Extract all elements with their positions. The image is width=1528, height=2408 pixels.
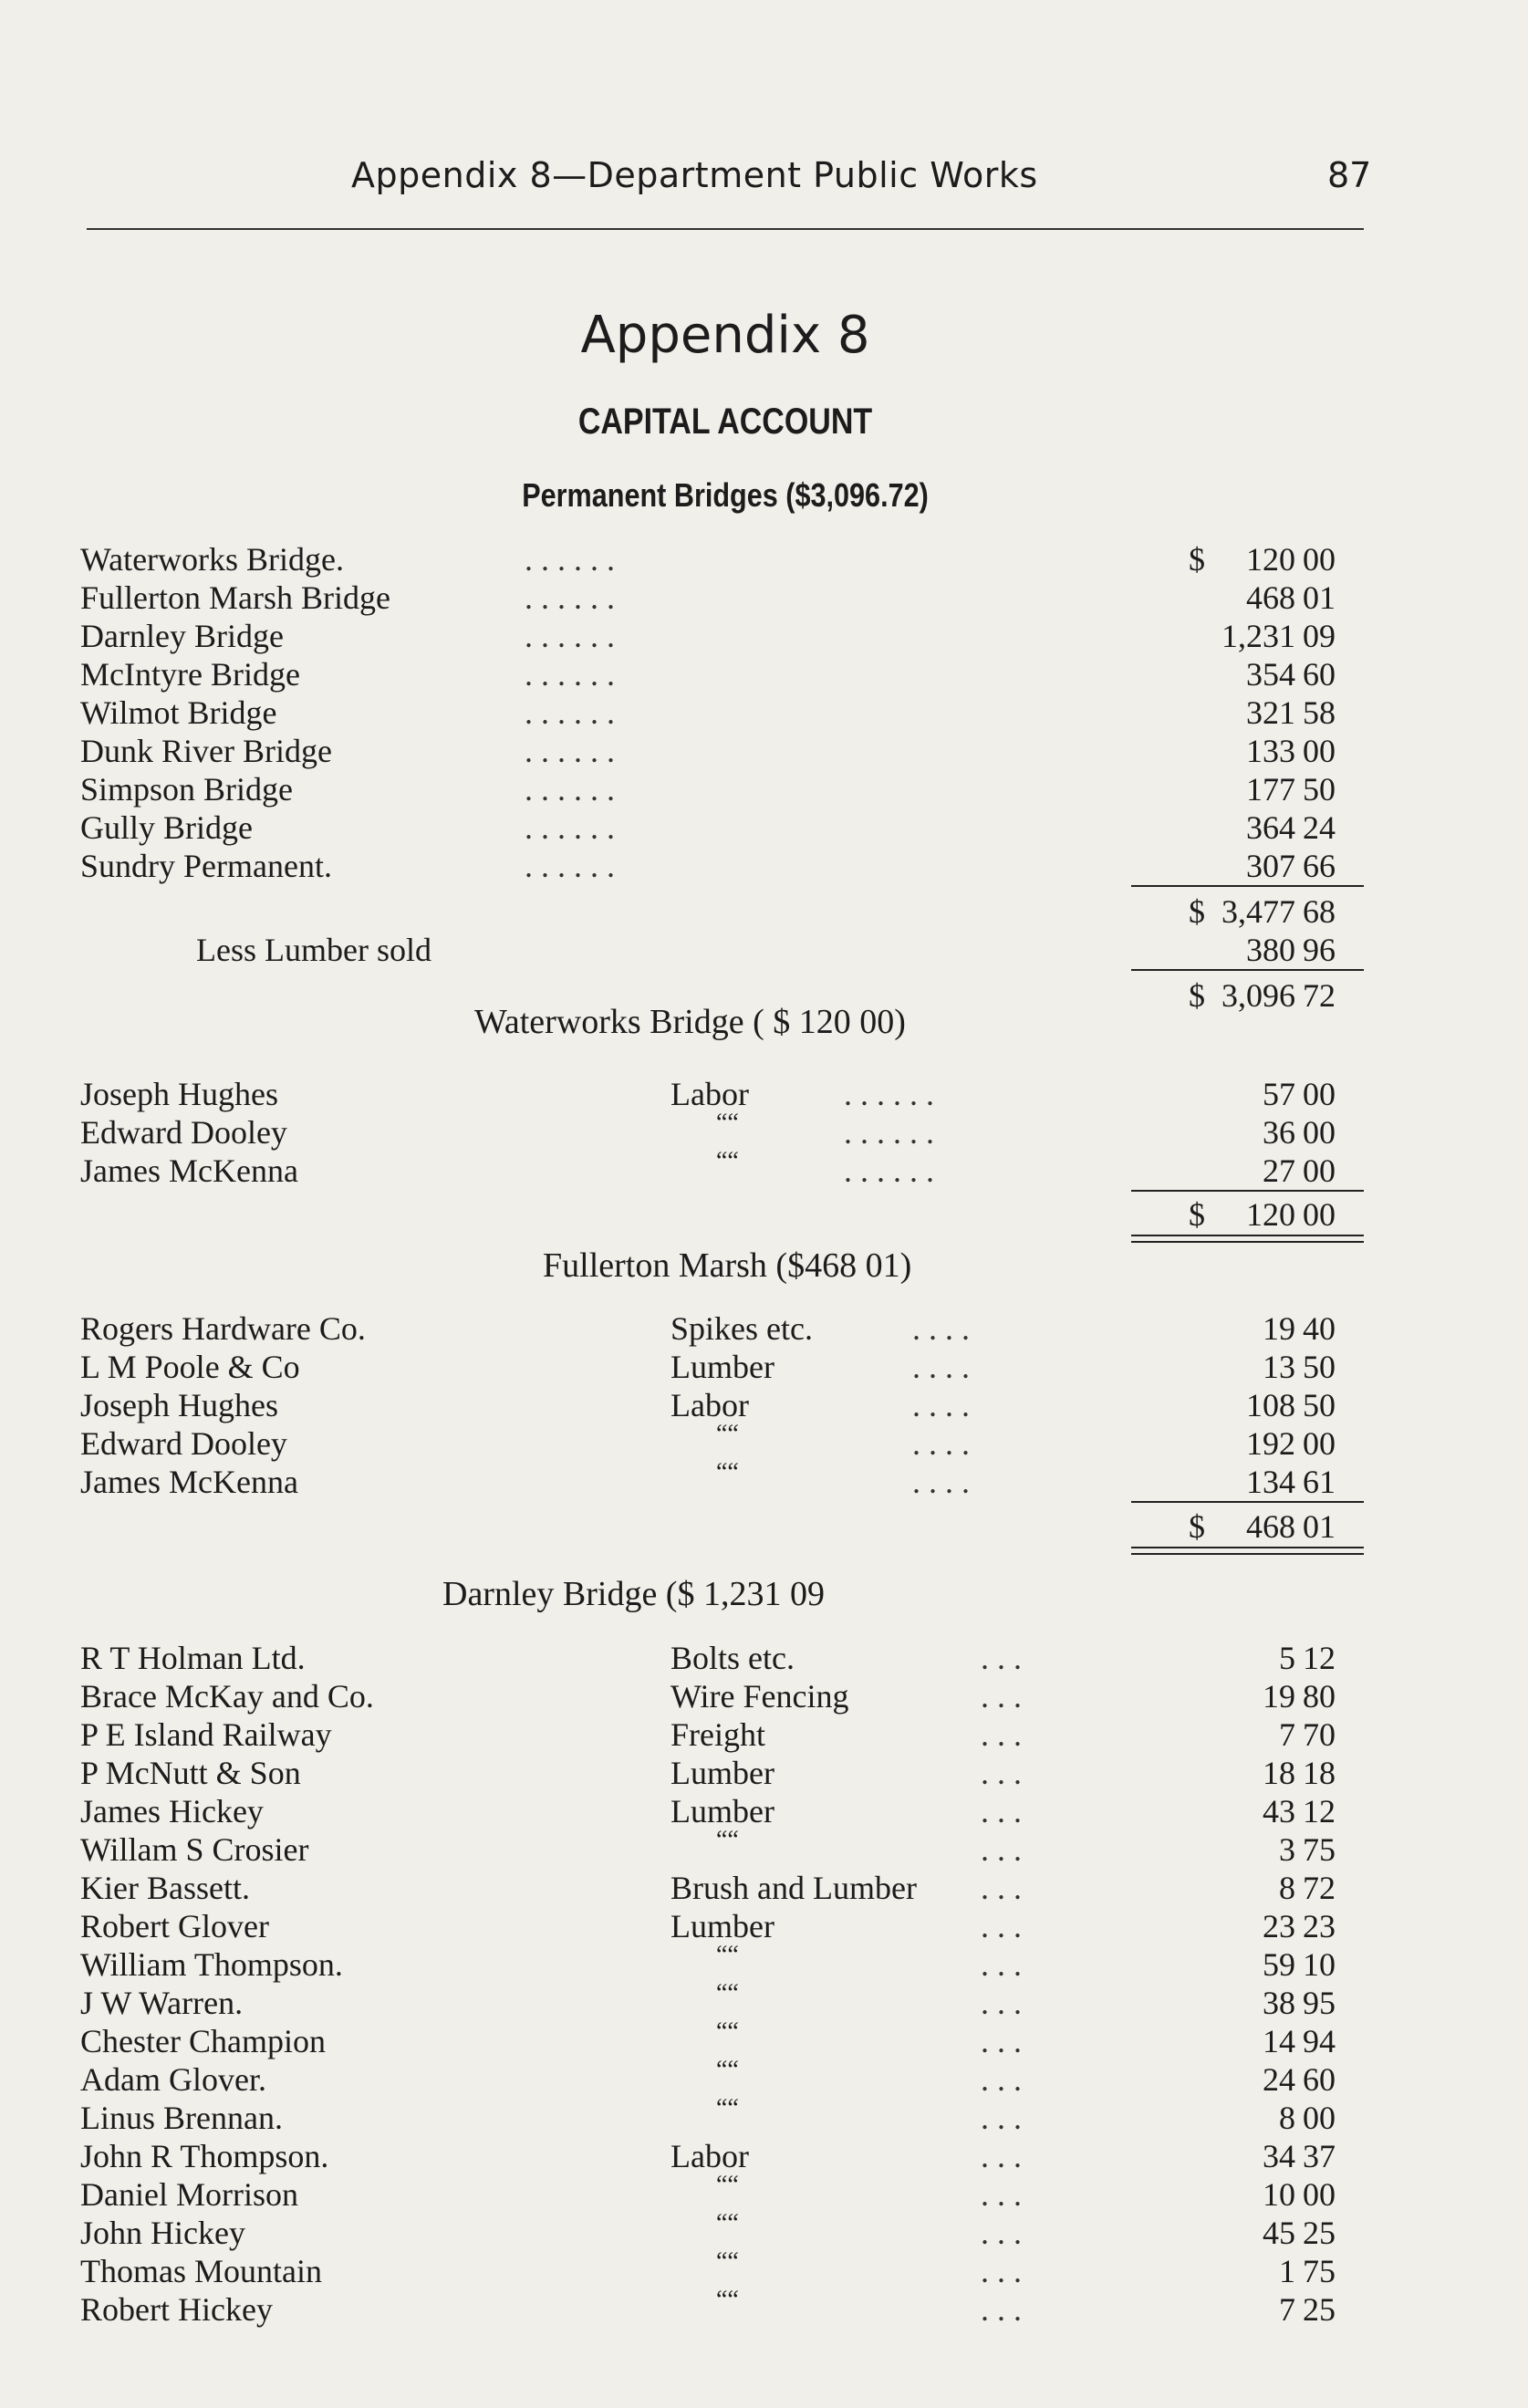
amount-cents: 68 [1303,893,1336,930]
amount-cents: 01 [1303,579,1336,616]
row-name: James Hickey [80,1793,264,1829]
amount [1186,2214,1368,2252]
amount-cents: 12 [1303,1640,1336,1676]
amount-cents: 00 [1303,733,1336,769]
darnley-heading: Darnley Bridge ($ 1,231 09 [442,1575,825,1613]
ditto-mark: ““ [716,1979,739,2007]
amount-cents: 80 [1303,1678,1336,1715]
amount [1186,540,1368,579]
leader-dots: . . . [981,1678,1022,1715]
table-row [0,1639,1528,1677]
row-name: Joseph Hughes [80,1387,278,1423]
waterworks-heading: Waterworks Bridge ( $ 120 00) [474,1003,906,1041]
subtotal-rule [1131,1501,1364,1503]
leader-dots: . . . [981,1831,1022,1868]
amount-dollars: 1 [1279,2253,1295,2289]
amount-dollars: 18 [1263,1755,1295,1791]
amount [1186,2290,1368,2329]
row-name: Gully Bridge [80,809,253,846]
amount-cents: 23 [1303,1908,1336,1944]
amount [1186,617,1368,655]
row-name: Wilmot Bridge [80,694,277,731]
row-description: Lumber [670,1755,774,1791]
leader-dots: . . . . [912,1464,970,1500]
amount [1186,976,1368,1015]
table-row [0,1754,1528,1792]
amount [1186,1309,1368,1348]
leader-dots: . . . [981,1755,1022,1791]
amount [1186,808,1368,847]
row-name: Less Lumber sold [196,932,431,968]
amount-cents: 50 [1303,1387,1336,1423]
ditto-mark: ““ [716,1147,739,1175]
subsection-title: Permanent Bridges ($3,096.72) [522,476,929,514]
ditto-mark: ““ [716,2094,739,2122]
amount-dollars: 34 [1263,2138,1295,2174]
table-row [0,2017,1528,2060]
row-name: James McKenna [80,1152,298,1189]
leader-dots: . . . [981,2061,1022,2098]
row-name: Joseph Hughes [80,1076,278,1112]
row-name: James McKenna [80,1464,298,1500]
amount-dollars: 27 [1263,1152,1295,1189]
summary-row [0,770,1528,808]
amount [1186,1830,1368,1869]
amount [1186,2252,1368,2290]
leader-dots: . . . . . . [525,733,615,769]
row-name: Simpson Bridge [80,771,294,808]
ditto-mark: ““ [716,1420,739,1448]
amount-dollars: 7 [1279,2291,1295,2328]
row-description: Brush and Lumber [670,1870,917,1906]
row-name: Edward Dooley [80,1114,287,1151]
amount-dollars: 380 [1246,932,1295,968]
amount [1186,1715,1368,1754]
row-name: Sundry Permanent. [80,848,332,884]
ditto-mark: ““ [716,2171,739,2199]
amount [1186,1195,1368,1234]
leader-dots: . . . [981,2215,1022,2251]
ditto-mark: ““ [716,2286,739,2314]
row-name: Darnley Bridge [80,618,284,654]
leader-dots: . . . . . . [525,618,615,654]
table-row [0,1420,1528,1463]
amount [1186,693,1368,732]
leader-dots: . . . . . . [525,541,615,578]
table-row [0,1907,1528,1945]
table-row [0,1309,1528,1348]
row-description: Labor [670,1387,749,1423]
leader-dots: . . . [981,1908,1022,1944]
table-row [0,1941,1528,1984]
amount-cents: 00 [1303,1114,1336,1151]
row-name: William Thompson. [80,1946,343,1983]
ditto-mark: ““ [716,2209,739,2237]
leader-dots: . . . . . . [844,1114,934,1151]
table-row [0,1147,1528,1190]
amount [1186,2022,1368,2060]
row-name: Edward Dooley [80,1425,287,1462]
leader-dots: . . . . . . [525,694,615,731]
table-row [0,1075,1528,1113]
currency-sign: $ [1189,893,1205,930]
leader-dots: . . . [981,1793,1022,1829]
row-name: Waterworks Bridge. [80,541,345,578]
leader-dots: . . . . [912,1310,970,1347]
amount [1186,1677,1368,1715]
amount-dollars: 3,096 [1221,977,1295,1014]
amount [1186,655,1368,693]
amount-cents: 58 [1303,694,1336,731]
total-double-rule [1131,1235,1364,1243]
table-row [0,1826,1528,1869]
amount [1186,2137,1368,2175]
amount-dollars: 177 [1246,771,1295,808]
amount-cents: 72 [1303,1870,1336,1906]
row-name: Kier Bassett. [80,1870,250,1906]
summary-row [0,808,1528,847]
table-row [0,1979,1528,2022]
amount-dollars: 7 [1279,1716,1295,1753]
amount-cents: 75 [1303,2253,1336,2289]
amount [1186,1075,1368,1113]
ditto-mark: ““ [716,1458,739,1486]
summary-row [0,847,1528,885]
table-row [0,2056,1528,2099]
row-name: L M Poole & Co [80,1349,300,1385]
amount-cents: 10 [1303,1946,1336,1983]
row-description: Labor [670,2138,749,2174]
amount-dollars: 8 [1279,1870,1295,1906]
amount-cents: 50 [1303,1349,1336,1385]
leader-dots: . . . . . . [844,1076,934,1112]
amount [1186,1792,1368,1830]
amount [1186,1945,1368,1984]
amount-dollars: 307 [1246,848,1295,884]
table-row [0,1458,1528,1501]
leader-dots: . . . [981,2100,1022,2136]
ditto-mark: ““ [716,1941,739,1969]
amount-cents: 50 [1303,771,1336,808]
table-row [0,2247,1528,2290]
ditto-mark: ““ [716,2056,739,2084]
amount-dollars: 5 [1279,1640,1295,1676]
table-row [0,2286,1528,2329]
amount-cents: 00 [1303,1425,1336,1462]
amount-cents: 61 [1303,1464,1336,1500]
amount-dollars: 468 [1246,579,1295,616]
row-name: Thomas Mountain [80,2253,322,2289]
table-row [0,1715,1528,1754]
table-row [0,1792,1528,1830]
row-name: John R Thompson. [80,2138,329,2174]
row-name: Daniel Morrison [80,2176,298,2213]
section-title: CAPITAL ACCOUNT [577,401,873,442]
leader-dots: . . . [981,2291,1022,2328]
row-name: Robert Glover [80,1908,269,1944]
page-number: 87 [1327,155,1372,195]
amount [1186,892,1368,931]
amount-dollars: 3,477 [1221,893,1295,930]
amount-cents: 00 [1303,1076,1336,1112]
amount-cents: 96 [1303,932,1336,968]
amount [1186,1984,1368,2022]
row-name: Linus Brennan. [80,2100,283,2136]
amount-cents: 00 [1303,541,1336,578]
page-title: Appendix 8 [580,306,870,365]
leader-dots: . . . . [912,1387,970,1423]
amount-cents: 37 [1303,2138,1336,2174]
amount [1186,1113,1368,1152]
row-name: Adam Glover. [80,2061,266,2098]
amount [1186,931,1368,969]
ditto-mark: ““ [716,1109,739,1137]
row-name: Dunk River Bridge [80,733,332,769]
summary-row [0,655,1528,693]
amount-dollars: 19 [1263,1310,1295,1347]
amount-cents: 95 [1303,1985,1336,2021]
amount-dollars: 38 [1263,1985,1295,2021]
leader-dots: . . . [981,2023,1022,2059]
amount-dollars: 468 [1246,1508,1295,1545]
summary-row [0,617,1528,655]
amount-cents: 00 [1303,1196,1336,1233]
leader-dots: . . . [981,1870,1022,1906]
leader-dots: . . . [981,2138,1022,2174]
amount [1186,2175,1368,2214]
amount-cents: 09 [1303,618,1336,654]
amount-cents: 24 [1303,809,1336,846]
amount-dollars: 23 [1263,1908,1295,1944]
row-name: McIntyre Bridge [80,656,300,693]
amount [1186,1639,1368,1677]
amount-dollars: 19 [1263,1678,1295,1715]
row-description: Bolts etc. [670,1640,795,1676]
amount-cents: 70 [1303,1716,1336,1753]
amount-cents: 66 [1303,848,1336,884]
amount [1186,1348,1368,1386]
amount-cents: 00 [1303,2176,1336,2213]
amount-dollars: 43 [1263,1793,1295,1829]
row-description: Spikes etc. [670,1310,813,1347]
amount-dollars: 108 [1246,1387,1295,1423]
subtotal-rule [1131,1190,1364,1192]
row-name: J W Warren. [80,1985,244,2021]
amount [1186,1152,1368,1190]
amount-dollars: 8 [1279,2100,1295,2136]
amount-cents: 18 [1303,1755,1336,1791]
leader-dots: . . . . . . [525,809,615,846]
row-name: Robert Hickey [80,2291,273,2328]
leader-dots: . . . . . . [525,579,615,616]
subtotal-rule [1131,885,1364,887]
amount-dollars: 3 [1279,1831,1295,1868]
row-description: Labor [670,1076,749,1112]
table-row [0,2094,1528,2137]
summary-total-row [0,892,1528,931]
amount-dollars: 1,231 [1221,618,1295,654]
less-lumber-row [0,931,1528,969]
amount [1186,579,1368,617]
ditto-mark: ““ [716,1826,739,1854]
leader-dots: . . . [981,1946,1022,1983]
table-row [0,2171,1528,2214]
row-name: Rogers Hardware Co. [80,1310,366,1347]
currency-sign: $ [1189,1508,1205,1545]
amount-dollars: 120 [1246,541,1295,578]
ditto-mark: ““ [716,2247,739,2276]
amount-dollars: 120 [1246,1196,1295,1233]
amount [1186,770,1368,808]
amount-dollars: 354 [1246,656,1295,693]
ditto-mark: ““ [716,2017,739,2046]
row-name: Willam S Crosier [80,1831,309,1868]
amount-dollars: 13 [1263,1349,1295,1385]
amount-dollars: 192 [1246,1425,1295,1462]
row-description: Lumber [670,1349,774,1385]
running-header: Appendix 8—Department Public Works [351,155,1038,195]
section-total-row [0,1507,1528,1546]
amount-dollars: 321 [1246,694,1295,731]
header-rule [87,228,1364,230]
row-name: Fullerton Marsh Bridge [80,579,390,616]
amount [1186,1424,1368,1463]
amount-cents: 75 [1303,1831,1336,1868]
amount-dollars: 10 [1263,2176,1295,2213]
amount-cents: 60 [1303,656,1336,693]
summary-row [0,732,1528,770]
table-row [0,2137,1528,2175]
leader-dots: . . . . . . [525,656,615,693]
amount [1186,732,1368,770]
amount-dollars: 59 [1263,1946,1295,1983]
amount-cents: 00 [1303,2100,1336,2136]
table-row [0,1677,1528,1715]
row-name: Brace McKay and Co. [80,1678,374,1715]
amount-cents: 94 [1303,2023,1336,2059]
amount-cents: 25 [1303,2291,1336,2328]
currency-sign: $ [1189,977,1205,1014]
amount-cents: 72 [1303,977,1336,1014]
amount-cents: 60 [1303,2061,1336,2098]
row-description: Lumber [670,1793,774,1829]
row-description: Lumber [670,1908,774,1944]
amount [1186,1507,1368,1546]
amount-dollars: 24 [1263,2061,1295,2098]
row-description: Freight [670,1716,765,1753]
total-double-rule [1131,1547,1364,1555]
amount [1186,1869,1368,1907]
amount-dollars: 134 [1246,1464,1295,1500]
table-row [0,1386,1528,1424]
table-row [0,1348,1528,1386]
leader-dots: . . . . . . [525,771,615,808]
currency-sign: $ [1189,541,1205,578]
leader-dots: . . . [981,2253,1022,2289]
section-total-row [0,1195,1528,1234]
amount-dollars: 45 [1263,2215,1295,2251]
row-name: Chester Champion [80,2023,326,2059]
leader-dots: . . . . . . [844,1152,934,1189]
amount-dollars: 57 [1263,1076,1295,1112]
amount [1186,1463,1368,1501]
summary-row [0,579,1528,617]
amount-cents: 25 [1303,2215,1336,2251]
leader-dots: . . . [981,1640,1022,1676]
amount [1186,1754,1368,1792]
table-row [0,2209,1528,2252]
leader-dots: . . . [981,1985,1022,2021]
amount-cents: 40 [1303,1310,1336,1347]
subtotal-rule [1131,969,1364,971]
amount-dollars: 36 [1263,1114,1295,1151]
row-name: P E Island Railway [80,1716,332,1753]
amount-dollars: 14 [1263,2023,1295,2059]
amount-cents: 12 [1303,1793,1336,1829]
amount-dollars: 133 [1246,733,1295,769]
amount [1186,1386,1368,1424]
table-row [0,1869,1528,1907]
leader-dots: . . . . [912,1425,970,1462]
leader-dots: . . . [981,1716,1022,1753]
row-name: P McNutt & Son [80,1755,301,1791]
leader-dots: . . . . . . [525,848,615,884]
table-row [0,1109,1528,1152]
summary-row [0,693,1528,732]
amount-dollars: 364 [1246,809,1295,846]
row-name: John Hickey [80,2215,245,2251]
amount [1186,847,1368,885]
fullerton-heading: Fullerton Marsh ($468 01) [543,1246,912,1285]
leader-dots: . . . [981,2176,1022,2213]
row-description: Wire Fencing [670,1678,849,1715]
amount [1186,1907,1368,1945]
leader-dots: . . . . [912,1349,970,1385]
amount-cents: 01 [1303,1508,1336,1545]
row-name: R T Holman Ltd. [80,1640,306,1676]
amount [1186,2099,1368,2137]
amount-cents: 00 [1303,1152,1336,1189]
currency-sign: $ [1189,1196,1205,1233]
summary-row [0,540,1528,579]
amount [1186,2060,1368,2099]
